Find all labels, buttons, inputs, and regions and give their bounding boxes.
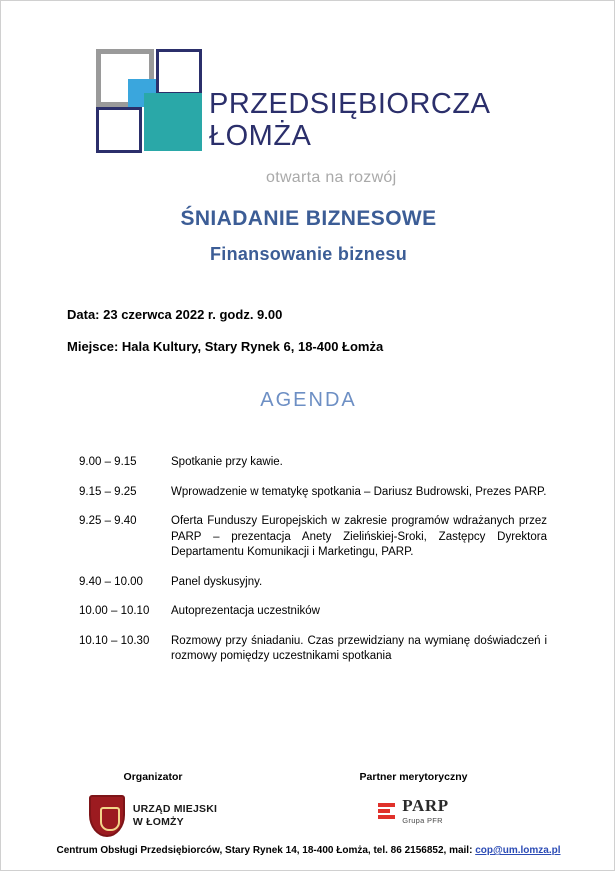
organizer-name-line-1: URZĄD MIEJSKI (132, 802, 218, 815)
squares-logo-icon (86, 41, 206, 166)
contact-line (1, 845, 615, 856)
partner-wordmark (402, 797, 448, 825)
agenda-item (79, 604, 547, 620)
organizer-block (49, 771, 257, 837)
navy-square-bottom-shape (96, 107, 142, 153)
agenda-item-time: 9.00 – 9.15 (79, 456, 137, 468)
agenda-item-time: 10.00 – 10.10 (79, 605, 150, 618)
organizer-caption: Organizator (123, 771, 183, 783)
partner-block (301, 771, 526, 825)
agenda-item (79, 455, 547, 471)
agenda-item-description: Wprowadzenie w tematykę spotkania – Dariusz Budrowski, Prezes PARP. (171, 485, 547, 498)
teal-square-shape (144, 93, 202, 151)
parp-bars-icon (378, 803, 395, 820)
agenda-item (79, 514, 547, 561)
agenda-item-description: Panel dyskusyjny. (171, 575, 263, 588)
logo-line-1: PRZEDSIĘBIORCZA (209, 88, 491, 120)
agenda-item (79, 634, 547, 665)
organizer-name (133, 803, 217, 829)
city-crest-icon (89, 795, 125, 837)
contact-email-link[interactable]: cop@um.lomza.pl (475, 845, 561, 856)
event-place: Miejsce: Hala Kultury, Stary Rynek 6, 18-400 Łomża (67, 339, 384, 354)
agenda-item (79, 575, 547, 591)
partner-logo (301, 797, 526, 825)
agenda-item-description: Oferta Funduszy Europejskich w zakresie programów wdrażanych przez PARP – prezentacja Anety Zielińskiej-Sroki, Zastępcy Dyrektora Departamentu Komunikacji i Marketingu, PARP. (171, 515, 547, 559)
agenda-item-time: 10.10 – 10.30 (79, 634, 150, 647)
partner-caption: Partner merytoryczny (359, 771, 468, 783)
logo-tagline: otwarta na rozwój (266, 169, 397, 186)
logo-line-2: ŁOMŻA (209, 120, 312, 153)
event-subtitle: Finansowanie biznesu (209, 244, 408, 264)
partner-name: PARP (402, 796, 449, 815)
agenda-item-time: 9.15 – 9.25 (79, 485, 137, 498)
brand-logo (81, 41, 541, 196)
event-date: Data: 23 czerwca 2022 r. godz. 9.00 (67, 307, 283, 322)
logo-wordmark (209, 89, 539, 152)
agenda-item-time: 9.40 – 10.00 (79, 575, 143, 588)
agenda-item-description: Spotkanie przy kawie. (171, 456, 283, 468)
agenda-list (79, 455, 547, 679)
agenda-item-description: Rozmowy przy śniadaniu. Czas przewidziany na wymianę doświadczeń i rozmowy pomiędzy uczestnikami spotkania (171, 634, 547, 663)
organizer-logo (49, 795, 257, 837)
agenda-item (79, 485, 547, 501)
agenda-item-time: 9.25 – 9.40 (79, 515, 137, 528)
contact-text: Centrum Obsługi Przedsiębiorców, Stary Rynek 14, 18-400 Łomża, tel. 86 2156852, mail: (56, 845, 476, 856)
agenda-heading: AGENDA (260, 389, 357, 411)
agenda-item-description: Autoprezentacja uczestników (171, 605, 320, 618)
organizer-name-line-2: W ŁOMŻY (132, 816, 184, 828)
event-title: ŚNIADANIE BIZNESOWE (180, 207, 437, 230)
partner-subname: Grupa PFR (402, 816, 443, 825)
navy-square-top-shape (156, 49, 202, 95)
